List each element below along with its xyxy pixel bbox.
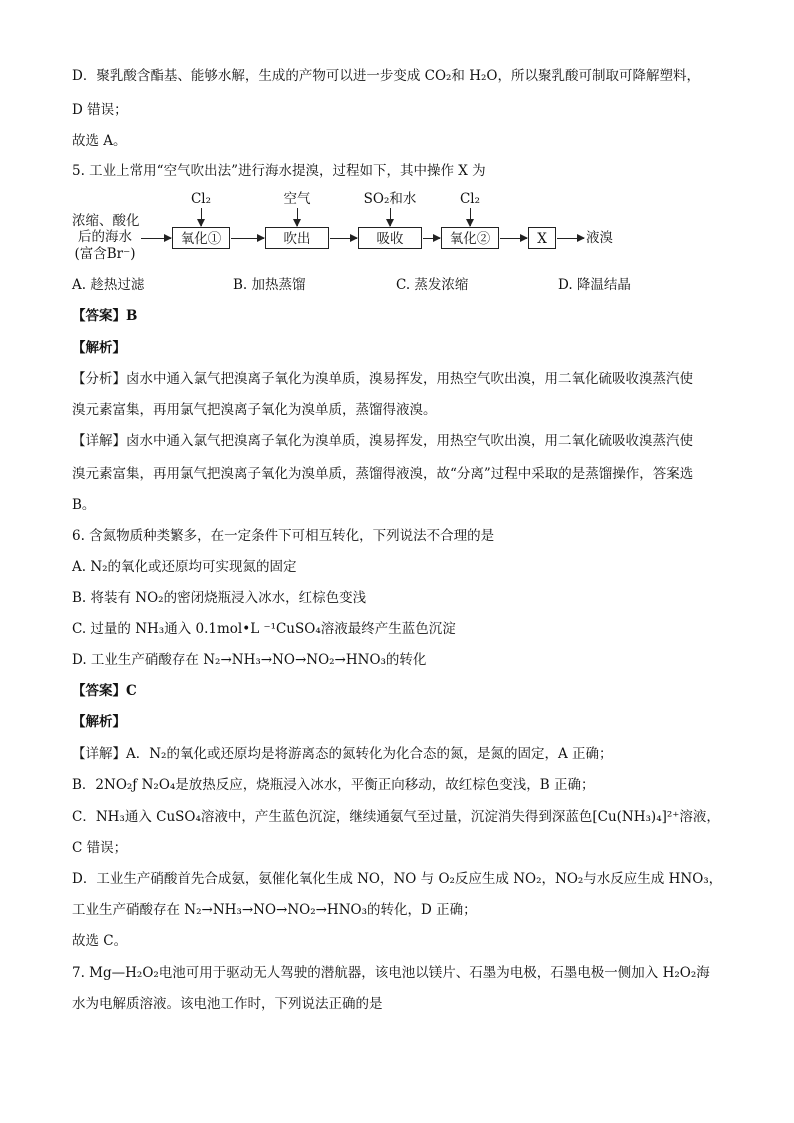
flow-arrow	[557, 238, 584, 239]
flow-source-line-3: (富含Br⁻)	[74, 246, 136, 262]
text-line: 水为电解质溶液。该电池工作时，下列说法正确的是	[72, 996, 383, 1012]
analysis-heading: 【解析】	[72, 714, 126, 730]
flow-source-line-2: 后的海水	[78, 229, 132, 245]
flow-step-oxidation-1: 氧化①	[172, 227, 230, 249]
question-6-stem: 6. 含氮物质种类繁多，在一定条件下可相互转化，下列说法不合理的是	[72, 528, 495, 544]
analysis-heading: 【解析】	[72, 340, 126, 356]
question-5-stem: 5. 工业上常用“空气吹出法”进行海水提溴，过程如下，其中操作 X 为	[72, 163, 486, 179]
reagent-label: SO₂和水	[363, 191, 417, 207]
flow-product: 液溴	[586, 230, 613, 246]
text-line: C 错误；	[72, 840, 128, 856]
reagent-label: Cl₂	[459, 191, 481, 207]
text-line: 溴元素富集，再用氯气把溴离子氧化为溴单质，蒸馏得液溴。	[72, 402, 437, 418]
text-line: D．工业生产硝酸首先合成氨，氨催化氧化生成 NO，NO 与 O₂反应生成 NO₂，NO₂与水反应生成 HNO₃，	[72, 871, 723, 887]
q6-option-a: A. N₂的氧化或还原均可实现氮的固定	[72, 559, 297, 575]
q5-option-b: B. 加热蒸馏	[233, 277, 306, 293]
text-line: B。	[72, 497, 96, 513]
flow-step-blow-out: 吹出	[265, 227, 329, 249]
q5-option-c: C. 蒸发浓缩	[396, 277, 469, 293]
flow-arrow	[231, 238, 264, 239]
flow-arrow	[330, 238, 357, 239]
reagent-arrow	[470, 208, 471, 226]
q5-option-d: D. 降温结晶	[558, 277, 631, 293]
flow-step-oxidation-2: 氧化②	[441, 227, 499, 249]
flow-step-absorb: 吸收	[358, 227, 422, 249]
text-line: D．聚乳酸含酯基、能够水解，生成的产物可以进一步变成 CO₂和 H₂O，所以聚乳酸可制取可降解塑料，	[72, 68, 700, 84]
q6-option-c: C. 过量的 NH₃通入 0.1mol•L ⁻¹CuSO₄溶液最终产生蓝色沉淀	[72, 621, 456, 637]
text-line: 故选 A。	[72, 133, 127, 149]
text-line: 【分析】卤水中通入氯气把溴离子氧化为溴单质，溴易挥发，用热空气吹出溴，用二氧化硫吸收溴蒸汽使	[72, 371, 693, 387]
text-line: 【详解】A．N₂的氧化或还原均是将游离态的氮转化为化合态的氮，是氮的固定，A 正确；	[72, 746, 613, 762]
text-line: C．NH₃通入 CuSO₄溶液中，产生蓝色沉淀，继续通氨气至过量，沉淀消失得到深蓝色[Cu(NH₃)₄]²⁺溶液，	[72, 809, 720, 825]
text-line: B．2NO₂ƒ N₂O₄是放热反应，烧瓶浸入冰水，平衡正向移动，故红棕色变浅，B 正确；	[72, 777, 595, 793]
text-line: 【详解】卤水中通入氯气把溴离子氧化为溴单质，溴易挥发，用热空气吹出溴，用二氧化硫吸收溴蒸汽使	[72, 433, 693, 449]
reagent-arrow	[297, 208, 298, 226]
reagent-arrow	[201, 208, 202, 226]
flow-source-line-1: 浓缩、酸化	[72, 213, 140, 229]
text-line: 故选 C。	[72, 933, 128, 949]
text-line: 溴元素富集，再用氯气把溴离子氧化为溴单质，蒸馏得液溴，故“分离”过程中采取的是蒸馏操作，答案选	[72, 466, 694, 482]
flow-arrow	[141, 238, 171, 239]
reagent-label: Cl₂	[190, 191, 212, 207]
reagent-arrow	[390, 208, 391, 226]
reagent-label: 空气	[283, 191, 311, 207]
answer-label: 【答案】B	[72, 308, 138, 324]
text-line: 工业生产硝酸存在 N₂→NH₃→NO→NO₂→HNO₃的转化，D 正确；	[72, 902, 477, 918]
q6-option-d: D. 工业生产硝酸存在 N₂→NH₃→NO→NO₂→HNO₃的转化	[72, 652, 427, 668]
flow-arrow	[423, 238, 440, 239]
question-7-stem: 7. Mg—H₂O₂电池可用于驱动无人驾驶的潜航器，该电池以镁片、石墨为电极，石墨电极一侧加入 H₂O₂海	[72, 965, 710, 981]
answer-label: 【答案】C	[72, 683, 137, 699]
flow-arrow	[500, 238, 527, 239]
text-line: D 错误；	[72, 102, 128, 118]
flow-step-x: X	[528, 227, 556, 249]
q6-option-b: B. 将装有 NO₂的密闭烧瓶浸入冰水，红棕色变浅	[72, 590, 367, 606]
q5-option-a: A. 趁热过滤	[72, 277, 145, 293]
